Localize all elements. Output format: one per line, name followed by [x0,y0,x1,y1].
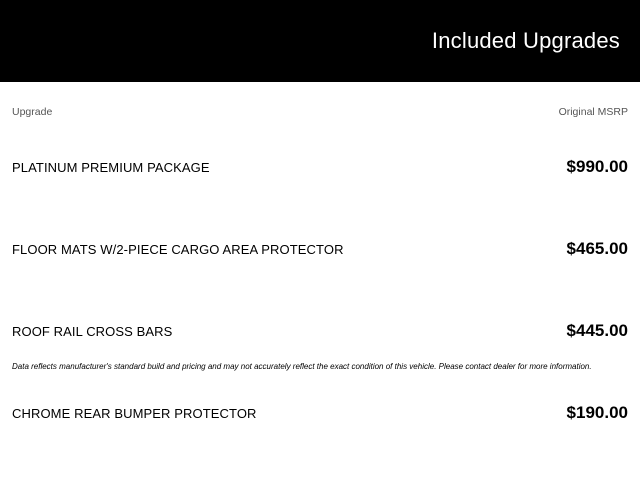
upgrade-price: $990.00 [566,157,628,176]
upgrades-table [0,82,640,480]
table-row [12,208,628,290]
column-header-upgrade: Upgrade [12,106,53,118]
upgrade-price: $445.00 [566,321,628,340]
table-row [12,372,628,454]
page-title: Included Upgrades [431,28,620,53]
table-row [12,126,628,208]
header-band [0,0,640,82]
table-body [12,126,628,454]
upgrade-name: PLATINUM PREMIUM PACKAGE [12,159,210,175]
column-header-msrp: Original MSRP [558,106,628,118]
table-row [12,290,628,372]
upgrade-price: $465.00 [566,239,628,258]
upgrade-name: CHROME REAR BUMPER PROTECTOR [12,405,257,421]
disclaimer-text: Data reflects manufacturer's standard build and pricing and may not accurately reflect the exact condition of this vehicle. Please contact dealer for more information. [12,362,592,371]
upgrade-name: FLOOR MATS W/2-PIECE CARGO AREA PROTECTOR [12,241,344,257]
upgrade-name: ROOF RAIL CROSS BARS [12,323,173,339]
upgrade-price: $190.00 [566,403,628,422]
table-header-row [12,82,628,126]
